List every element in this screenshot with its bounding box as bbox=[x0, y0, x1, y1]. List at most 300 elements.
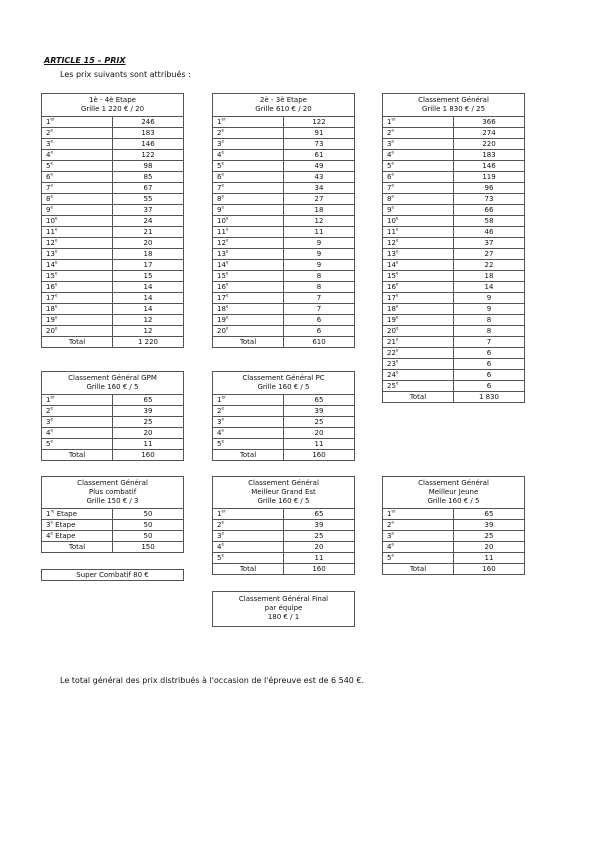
rank-number: 25 bbox=[387, 381, 396, 390]
total-row bbox=[42, 542, 184, 553]
rank-number: 20 bbox=[217, 326, 226, 335]
rank-suffix: e bbox=[54, 303, 58, 309]
amount-cell: 14 bbox=[113, 304, 184, 315]
table-row bbox=[213, 249, 355, 260]
rank-suffix: e bbox=[50, 193, 53, 199]
table-etape-1-4 bbox=[41, 93, 184, 348]
rank-suffix: e bbox=[391, 138, 394, 144]
rank-suffix: e bbox=[221, 438, 224, 444]
rank-cell bbox=[213, 439, 284, 450]
rank-suffix: e bbox=[50, 160, 53, 166]
amount-cell: 96 bbox=[454, 183, 525, 194]
rank-suffix: e bbox=[50, 427, 53, 433]
rank-cell bbox=[42, 128, 113, 139]
rank-cell bbox=[383, 128, 454, 139]
rank-number: 2 bbox=[217, 128, 222, 137]
rank-number: 4 bbox=[217, 542, 222, 551]
rank-number: 1 bbox=[217, 395, 222, 404]
table-etape-2-3 bbox=[212, 93, 355, 348]
rank-cell bbox=[42, 139, 113, 150]
rank-suffix: e bbox=[54, 314, 58, 320]
rank-number: 20 bbox=[46, 326, 55, 335]
final-equipe-line-2: par équipe bbox=[264, 604, 303, 613]
amount-cell: 27 bbox=[284, 194, 355, 205]
rank-number: 9 bbox=[387, 205, 392, 214]
table-row bbox=[383, 238, 525, 249]
total-amount: 160 bbox=[113, 450, 184, 461]
rank-number: 2 bbox=[217, 520, 222, 529]
rank-cell bbox=[42, 205, 113, 216]
rank-number: 2 bbox=[387, 520, 392, 529]
rank-number: 12 bbox=[217, 238, 226, 247]
table-row bbox=[383, 542, 525, 553]
super-combatif-box bbox=[41, 569, 184, 581]
rank-number: 3 bbox=[387, 139, 392, 148]
rank-number: 10 bbox=[46, 216, 55, 225]
amount-cell: 18 bbox=[113, 249, 184, 260]
table-row bbox=[42, 271, 184, 282]
rank-number: 3 bbox=[46, 520, 51, 529]
table-row bbox=[213, 282, 355, 293]
rank-number: 1 bbox=[387, 117, 392, 126]
rank-number: 12 bbox=[387, 238, 396, 247]
rank-cell bbox=[42, 293, 113, 304]
rank-number: 19 bbox=[387, 315, 396, 324]
rank-cell bbox=[383, 337, 454, 348]
amount-cell: 12 bbox=[284, 216, 355, 227]
rank-number: 5 bbox=[217, 439, 222, 448]
table-row bbox=[383, 520, 525, 531]
table-row bbox=[383, 139, 525, 150]
rank-cell bbox=[42, 227, 113, 238]
rank-cell bbox=[213, 531, 284, 542]
amount-cell: 7 bbox=[284, 293, 355, 304]
amount-cell: 39 bbox=[454, 520, 525, 531]
rank-cell bbox=[213, 417, 284, 428]
amount-cell: 85 bbox=[113, 172, 184, 183]
table-row bbox=[42, 304, 184, 315]
rank-number: 3 bbox=[217, 531, 222, 540]
rank-suffix: er bbox=[221, 394, 226, 400]
amount-cell: 8 bbox=[284, 271, 355, 282]
amount-cell: 12 bbox=[113, 326, 184, 337]
rank-number: 18 bbox=[387, 304, 396, 313]
rank-cell bbox=[213, 205, 284, 216]
rank-number: 19 bbox=[46, 315, 55, 324]
amount-cell: 50 bbox=[113, 531, 184, 542]
amount-cell: 49 bbox=[284, 161, 355, 172]
rank-suffix: e bbox=[50, 149, 53, 155]
rank-suffix: er bbox=[50, 394, 55, 400]
table-row bbox=[213, 216, 355, 227]
table-row bbox=[383, 326, 525, 337]
rank-cell bbox=[42, 216, 113, 227]
rank-number: 11 bbox=[217, 227, 226, 236]
amount-cell: 15 bbox=[113, 271, 184, 282]
rank-cell bbox=[42, 326, 113, 337]
table-row bbox=[213, 117, 355, 128]
footer-total-text: Le total général des prix distribués à l'occasion de l'épreuve est de 6 540 €. bbox=[60, 676, 365, 685]
rank-suffix: e bbox=[50, 138, 53, 144]
rank-number: 3 bbox=[46, 139, 51, 148]
total-label: Total bbox=[213, 450, 284, 461]
total-label: Total bbox=[213, 337, 284, 348]
rank-suffix: e bbox=[225, 237, 229, 243]
table-row bbox=[383, 227, 525, 238]
table-header-line: Classement Général GPM bbox=[68, 374, 157, 382]
rank-cell bbox=[42, 172, 113, 183]
rank-cell bbox=[42, 183, 113, 194]
table-row bbox=[383, 128, 525, 139]
rank-number: 15 bbox=[46, 271, 55, 280]
rank-suffix: e bbox=[391, 552, 394, 558]
total-row bbox=[383, 392, 525, 403]
amount-cell: 39 bbox=[284, 406, 355, 417]
amount-cell: 18 bbox=[284, 205, 355, 216]
table-row bbox=[383, 282, 525, 293]
rank-cell bbox=[42, 417, 113, 428]
rank-cell bbox=[42, 439, 113, 450]
amount-cell: 61 bbox=[284, 150, 355, 161]
total-label: Total bbox=[42, 337, 113, 348]
amount-cell: 11 bbox=[284, 227, 355, 238]
rank-cell bbox=[42, 304, 113, 315]
table-header bbox=[213, 372, 355, 395]
rank-suffix: e bbox=[391, 171, 394, 177]
rank-number: 21 bbox=[387, 337, 396, 346]
rank-word: Etape bbox=[52, 531, 76, 540]
total-row bbox=[383, 564, 525, 575]
amount-cell: 25 bbox=[454, 531, 525, 542]
amount-cell: 11 bbox=[284, 553, 355, 564]
rank-suffix: e bbox=[221, 182, 224, 188]
amount-cell: 65 bbox=[284, 395, 355, 406]
table-row bbox=[383, 337, 525, 348]
table-row bbox=[42, 238, 184, 249]
amount-cell: 9 bbox=[454, 293, 525, 304]
table-header bbox=[42, 372, 184, 395]
rank-cell bbox=[383, 183, 454, 194]
rank-suffix: e bbox=[221, 530, 224, 536]
rank-cell bbox=[213, 150, 284, 161]
table-meilleur-jeune bbox=[382, 476, 525, 575]
rank-cell bbox=[383, 216, 454, 227]
rank-cell bbox=[383, 238, 454, 249]
table-row bbox=[213, 183, 355, 194]
rank-suffix: e bbox=[54, 248, 58, 254]
rank-number: 22 bbox=[387, 348, 396, 357]
table-header-line: Grille 160 € / 5 bbox=[257, 497, 310, 506]
amount-cell: 220 bbox=[454, 139, 525, 150]
total-amount: 1 830 bbox=[454, 392, 525, 403]
amount-cell: 6 bbox=[454, 348, 525, 359]
table-row bbox=[213, 227, 355, 238]
rank-suffix: e bbox=[50, 530, 53, 536]
amount-cell: 25 bbox=[284, 531, 355, 542]
rank-number: 12 bbox=[46, 238, 55, 247]
rank-suffix: er bbox=[50, 116, 55, 122]
table-classement-general bbox=[382, 93, 525, 403]
table-row bbox=[383, 348, 525, 359]
rank-cell bbox=[383, 553, 454, 564]
amount-cell: 183 bbox=[113, 128, 184, 139]
amount-cell: 8 bbox=[454, 315, 525, 326]
table-row bbox=[42, 117, 184, 128]
amount-cell: 17 bbox=[113, 260, 184, 271]
rank-cell bbox=[213, 249, 284, 260]
rank-suffix: e bbox=[391, 127, 394, 133]
rank-cell bbox=[213, 238, 284, 249]
amount-cell: 20 bbox=[454, 542, 525, 553]
rank-cell bbox=[42, 249, 113, 260]
rank-word: Etape bbox=[52, 520, 76, 529]
table-row bbox=[42, 439, 184, 450]
rank-cell bbox=[383, 370, 454, 381]
rank-suffix: e bbox=[221, 204, 224, 210]
total-label: Total bbox=[383, 564, 454, 575]
rank-cell bbox=[213, 139, 284, 150]
amount-cell: 65 bbox=[454, 509, 525, 520]
rank-number: 2 bbox=[387, 128, 392, 137]
rank-suffix: e bbox=[50, 182, 53, 188]
amount-cell: 9 bbox=[454, 304, 525, 315]
rank-cell bbox=[42, 260, 113, 271]
rank-number: 3 bbox=[387, 531, 392, 540]
rank-suffix: e bbox=[395, 226, 399, 232]
table-row bbox=[213, 293, 355, 304]
table-row bbox=[213, 315, 355, 326]
rank-cell bbox=[213, 326, 284, 337]
rank-number: 10 bbox=[387, 216, 396, 225]
table-row bbox=[213, 406, 355, 417]
rank-suffix: e bbox=[395, 358, 399, 364]
table-header bbox=[213, 94, 355, 117]
rank-suffix: er bbox=[391, 116, 396, 122]
rank-cell bbox=[42, 428, 113, 439]
rank-suffix: e bbox=[391, 541, 394, 547]
table-row bbox=[42, 128, 184, 139]
rank-suffix: e bbox=[221, 160, 224, 166]
rank-word: Etape bbox=[54, 509, 77, 518]
table-row bbox=[213, 531, 355, 542]
rank-suffix: e bbox=[50, 405, 53, 411]
rank-suffix: e bbox=[395, 237, 399, 243]
amount-cell: 37 bbox=[113, 205, 184, 216]
table-row bbox=[213, 542, 355, 553]
rank-suffix: e bbox=[395, 281, 399, 287]
rank-number: 9 bbox=[217, 205, 222, 214]
amount-cell: 37 bbox=[454, 238, 525, 249]
table-row bbox=[42, 395, 184, 406]
rank-suffix: e bbox=[50, 438, 53, 444]
table-row bbox=[213, 139, 355, 150]
amount-cell: 274 bbox=[454, 128, 525, 139]
amount-cell: 6 bbox=[284, 326, 355, 337]
table-row bbox=[42, 249, 184, 260]
amount-cell: 8 bbox=[454, 326, 525, 337]
amount-cell: 8 bbox=[284, 282, 355, 293]
rank-cell bbox=[42, 117, 113, 128]
table-row bbox=[42, 509, 184, 520]
rank-number: 11 bbox=[46, 227, 55, 236]
amount-cell: 66 bbox=[454, 205, 525, 216]
table-classement-gpm bbox=[41, 371, 184, 461]
rank-suffix: e bbox=[225, 248, 229, 254]
table-row bbox=[42, 315, 184, 326]
table-row bbox=[213, 128, 355, 139]
rank-number: 10 bbox=[217, 216, 226, 225]
rank-suffix: e bbox=[395, 270, 399, 276]
rank-suffix: e bbox=[221, 127, 224, 133]
rank-suffix: e bbox=[50, 127, 53, 133]
amount-cell: 146 bbox=[113, 139, 184, 150]
rank-suffix: e bbox=[395, 347, 399, 353]
rank-number: 5 bbox=[217, 553, 222, 562]
table-row bbox=[383, 216, 525, 227]
amount-cell: 14 bbox=[113, 293, 184, 304]
rank-number: 8 bbox=[217, 194, 222, 203]
rank-number: 6 bbox=[387, 172, 392, 181]
rank-suffix: e bbox=[54, 226, 58, 232]
table-header-line: Grille 1 220 € / 20 bbox=[80, 105, 145, 114]
rank-suffix: e bbox=[395, 380, 399, 386]
table-row bbox=[213, 260, 355, 271]
amount-cell: 11 bbox=[113, 439, 184, 450]
total-label: Total bbox=[42, 542, 113, 553]
rank-suffix: e bbox=[225, 325, 229, 331]
table-row bbox=[383, 370, 525, 381]
table-row bbox=[383, 205, 525, 216]
rank-cell bbox=[383, 249, 454, 260]
table-header bbox=[42, 94, 184, 117]
rank-suffix: e bbox=[54, 270, 58, 276]
rank-number: 6 bbox=[217, 172, 222, 181]
rank-suffix: e bbox=[221, 427, 224, 433]
total-amount: 160 bbox=[284, 450, 355, 461]
rank-suffix: e bbox=[221, 149, 224, 155]
table-row bbox=[42, 172, 184, 183]
table-row bbox=[383, 315, 525, 326]
rank-number: 3 bbox=[46, 417, 51, 426]
rank-suffix: e bbox=[225, 314, 229, 320]
rank-suffix: e bbox=[391, 160, 394, 166]
table-header-line: 2è - 3è Etape bbox=[260, 96, 307, 104]
rank-number: 24 bbox=[387, 370, 396, 379]
rank-cell bbox=[213, 542, 284, 553]
amount-cell: 9 bbox=[284, 238, 355, 249]
total-row bbox=[213, 450, 355, 461]
table-header-line: Grille 1 830 € / 25 bbox=[421, 105, 486, 114]
table-row bbox=[42, 282, 184, 293]
table-row bbox=[42, 161, 184, 172]
amount-cell: 14 bbox=[454, 282, 525, 293]
final-equipe-box bbox=[212, 591, 355, 627]
rank-cell bbox=[213, 553, 284, 564]
rank-suffix: e bbox=[395, 369, 399, 375]
rank-number: 17 bbox=[46, 293, 55, 302]
table-row bbox=[383, 381, 525, 392]
rank-suffix: e bbox=[50, 171, 53, 177]
rank-suffix: e bbox=[391, 149, 394, 155]
rank-suffix: e bbox=[221, 416, 224, 422]
rank-suffix: e bbox=[391, 182, 394, 188]
table-row bbox=[383, 553, 525, 564]
rank-number: 13 bbox=[387, 249, 396, 258]
rank-suffix: e bbox=[391, 193, 394, 199]
total-row bbox=[42, 337, 184, 348]
rank-suffix: e bbox=[221, 552, 224, 558]
rank-cell bbox=[383, 381, 454, 392]
rank-cell bbox=[383, 117, 454, 128]
rank-cell bbox=[383, 531, 454, 542]
table-row bbox=[42, 139, 184, 150]
rank-cell bbox=[383, 542, 454, 553]
table-row bbox=[213, 326, 355, 337]
table-row bbox=[213, 428, 355, 439]
rank-number: 14 bbox=[217, 260, 226, 269]
rank-cell bbox=[383, 260, 454, 271]
rank-suffix: e bbox=[225, 215, 229, 221]
rank-cell bbox=[213, 293, 284, 304]
rank-suffix: e bbox=[395, 248, 399, 254]
rank-cell bbox=[213, 406, 284, 417]
rank-suffix: e bbox=[391, 519, 394, 525]
rank-number: 9 bbox=[46, 205, 51, 214]
table-row bbox=[383, 161, 525, 172]
intro-text: Les prix suivants sont attribués : bbox=[60, 70, 191, 79]
rank-suffix: e bbox=[50, 416, 53, 422]
rank-number: 1 bbox=[387, 509, 392, 518]
table-row bbox=[383, 293, 525, 304]
rank-cell bbox=[42, 161, 113, 172]
table-row bbox=[213, 161, 355, 172]
rank-cell bbox=[383, 315, 454, 326]
rank-cell bbox=[213, 194, 284, 205]
rank-suffix: e bbox=[50, 204, 53, 210]
table-header-line: Plus combatif bbox=[88, 488, 137, 497]
rank-number: 17 bbox=[387, 293, 396, 302]
amount-cell: 55 bbox=[113, 194, 184, 205]
table-row bbox=[213, 205, 355, 216]
rank-cell bbox=[213, 520, 284, 531]
amount-cell: 6 bbox=[454, 359, 525, 370]
rank-number: 7 bbox=[387, 183, 392, 192]
table-row bbox=[213, 150, 355, 161]
table-row bbox=[42, 326, 184, 337]
rank-cell bbox=[383, 150, 454, 161]
rank-suffix: e bbox=[221, 541, 224, 547]
rank-number: 13 bbox=[46, 249, 55, 258]
rank-number: 20 bbox=[387, 326, 396, 335]
amount-cell: 39 bbox=[113, 406, 184, 417]
table-row bbox=[383, 172, 525, 183]
amount-cell: 50 bbox=[113, 509, 184, 520]
rank-number: 18 bbox=[46, 304, 55, 313]
total-amount: 150 bbox=[113, 542, 184, 553]
rank-cell bbox=[383, 271, 454, 282]
rank-number: 16 bbox=[387, 282, 396, 291]
rank-number: 16 bbox=[46, 282, 55, 291]
rank-number: 18 bbox=[217, 304, 226, 313]
amount-cell: 6 bbox=[284, 315, 355, 326]
amount-cell: 20 bbox=[284, 428, 355, 439]
amount-cell: 7 bbox=[454, 337, 525, 348]
table-header-line: Grille 160 € / 5 bbox=[427, 497, 480, 506]
amount-cell: 34 bbox=[284, 183, 355, 194]
rank-cell bbox=[383, 359, 454, 370]
table-row bbox=[42, 293, 184, 304]
rank-number: 7 bbox=[46, 183, 51, 192]
